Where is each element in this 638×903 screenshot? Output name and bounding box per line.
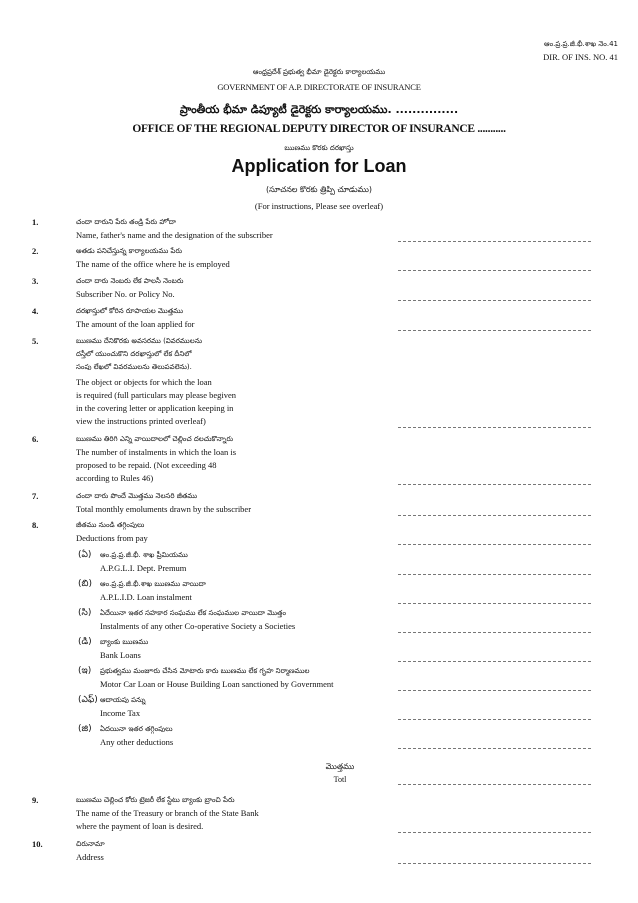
answer-field-5[interactable] <box>398 427 591 428</box>
item-label-te: ఋణము తిరిగి ఎన్ని వాయిదాలలో చెల్లించ దలచుకొన్నారు <box>76 435 234 443</box>
answer-field-10[interactable] <box>398 863 591 864</box>
deduction-label: (బి) <box>78 579 92 589</box>
deduction-label-en: Instalments of any other Co-operative Society a Societies <box>100 621 296 631</box>
item-label-en: in the covering letter or application keeping in <box>76 403 234 413</box>
item-label-en: according to Rules 46) <box>76 473 154 483</box>
answer-field-8c[interactable] <box>398 632 591 633</box>
deduction-label-en: A.P.L.I.D. Loan instalment <box>100 592 192 602</box>
answer-field-8a[interactable] <box>398 574 591 575</box>
item-number: 8. <box>32 520 39 530</box>
item-label-te: చందా దారు నెంబరు లేక పాలసీ నెంబరు <box>76 277 184 285</box>
item-label-en: Subscriber No. or Policy No. <box>76 289 175 299</box>
government-en: GOVERNMENT OF A.P. DIRECTORATE OF INSURANCE <box>217 82 421 92</box>
item-label-en: The object or objects for which the loan <box>76 377 212 387</box>
item-label-te: అతడు పనిచేస్తున్న కార్యాలయము పేరు <box>76 247 183 255</box>
deduction-label-en: A.P.G.L.I. Dept. Premum <box>100 563 187 573</box>
total-label-en: Totl <box>333 775 347 784</box>
item-label-en: The amount of the loan applied for <box>76 319 195 329</box>
deduction-label-en: Bank Loans <box>100 650 141 660</box>
item-label-en: The name of the Treasury or branch of the State Bank <box>76 808 259 818</box>
answer-field-7[interactable] <box>398 515 591 516</box>
deduction-label: (ఇ) <box>78 666 92 676</box>
item-label-te: చందా దారుని పేరు తండ్రి పేరు హోదా <box>76 218 177 226</box>
item-label-en: view the instructions printed overleaf) <box>76 416 206 426</box>
deduction-label-en: Any other deductions <box>100 737 174 747</box>
office-te: ప్రాంతీయ భీమా డిప్యూటీ డైరెక్టరు కార్యాలయము. ............... <box>179 103 459 116</box>
item-label-te: చందా దారు పొందే మొత్తము నెలసరి జీతము <box>76 492 198 500</box>
item-label-te: సంపు లేఖలో వివరములను తెలుపవలెను). <box>76 363 192 371</box>
government-te: ఆంధ్రప్రదేశ్ ప్రభుత్వ భీమా డైరెక్టరు కార్యాలయము <box>252 68 386 76</box>
answer-field-8d[interactable] <box>398 661 591 662</box>
form-reference-en: DIR. OF INS. NO. 41 <box>543 52 618 62</box>
item-label-en: Deductions from pay <box>76 533 148 543</box>
item-number: 6. <box>32 434 39 444</box>
deduction-label-te: ఆం.ప్ర.ప్ర.జీ.భీ. శాఖ ప్రీమియము <box>100 551 188 559</box>
answer-field-8[interactable] <box>398 544 591 545</box>
deduction-label-te: ఏదయినా ఇతర తగ్గింపులు <box>100 725 173 733</box>
loan-application-te: ఋణము కొరకు దరఖాస్తు <box>284 144 354 152</box>
form-reference-te: ఆం.ప్ర.ప్ర.జీ.భీ.శాఖ నెం.41 <box>543 40 618 48</box>
item-number: 3. <box>32 276 39 286</box>
deduction-label: (సి) <box>78 608 92 618</box>
deduction-label-en: Motor Car Loan or House Building Loan sanctioned by Government <box>100 679 334 689</box>
item-label-en: Total monthly emoluments drawn by the subscriber <box>76 504 252 514</box>
page-title: Application for Loan <box>231 156 407 176</box>
item-label-te: జీతము నుండి తగ్గింపులు <box>76 521 145 529</box>
item-number: 7. <box>32 491 39 501</box>
answer-field-8f[interactable] <box>398 719 591 720</box>
item-number: 9. <box>32 795 39 805</box>
item-number: 1. <box>32 217 39 227</box>
item-label-en: The number of instalments in which the loan is <box>76 447 237 457</box>
item-number: 2. <box>32 246 39 256</box>
deduction-label: (ఎఫ్) <box>78 695 98 705</box>
item-number: 5. <box>32 336 39 346</box>
item-number: 10. <box>32 839 43 849</box>
deduction-label-te: ఆం.ప్ర.ప్ర.జీ.భీ.శాఖ ఋణము వాయిదా <box>100 580 206 588</box>
item-label-en: Address <box>76 852 104 862</box>
answer-field-6[interactable] <box>398 484 591 485</box>
answer-field-3[interactable] <box>398 300 591 301</box>
answer-field-1[interactable] <box>398 241 591 242</box>
office-en: OFFICE OF THE REGIONAL DEPUTY DIRECTOR OF INSURANCE ........... <box>132 123 506 135</box>
deduction-label-en: Income Tax <box>100 708 141 718</box>
deduction-label: (డి) <box>78 637 92 647</box>
answer-field-8b[interactable] <box>398 603 591 604</box>
answer-field-9[interactable] <box>398 832 591 833</box>
item-number: 4. <box>32 306 39 316</box>
answer-field-total[interactable] <box>398 784 591 785</box>
item-label-te: దరఖాస్తులో కోరిన రూపాయల మొత్తము <box>76 307 183 315</box>
deduction-label-te: ప్రభుత్వము మంజూరు చేసిన మోటారు కారు ఋణము లేక గృహ నిర్మాణముల <box>100 667 310 675</box>
deduction-label-te: ఏదేయినా ఇతర సహకార సంఘము లేక సంఘముల వాయిదా మొత్తం <box>100 609 287 617</box>
total-label-te: మొత్తము <box>325 762 355 771</box>
deduction-label-te: బ్యాంకు ఋణము <box>100 638 149 646</box>
instructions-en: (For instructions, Please see overleaf) <box>254 201 384 211</box>
item-label-en: is required (full particulars may please begiven <box>76 390 237 400</box>
item-label-te: ఋణము దేనికొరకు అవసరము (వివరములను <box>76 337 203 345</box>
answer-field-8e[interactable] <box>398 690 591 691</box>
item-label-te: ఋణము చెల్లించ కోరు ట్రెజరీ లేక స్టేటు బ్యాంకు బ్రాంచి పేరు <box>76 796 235 804</box>
answer-field-4[interactable] <box>398 330 591 331</box>
item-label-te: దస్తీలో యుంచుకొని దరఖాస్తులో లేక దీనిలో <box>76 350 192 358</box>
deduction-label-te: ఆదాయపు పన్ను <box>100 696 146 704</box>
item-label-en: proposed to be repaid. (Not exceeding 48 <box>76 460 217 470</box>
item-label-en: Name, father's name and the designation of the subscriber <box>76 230 273 240</box>
item-label-en: where the payment of loan is desired. <box>76 821 204 831</box>
item-label-te: చిరునామా <box>76 840 105 848</box>
answer-field-2[interactable] <box>398 270 591 271</box>
item-label-en: The name of the office where he is employed <box>76 259 230 269</box>
deduction-label: (జి) <box>78 724 92 734</box>
answer-field-8g[interactable] <box>398 748 591 749</box>
form-reference <box>543 38 618 64</box>
instructions-te: (సూచనల కొరకు త్రిప్పి చూడుము) <box>266 185 372 194</box>
deduction-label: (ఏ) <box>78 550 92 560</box>
